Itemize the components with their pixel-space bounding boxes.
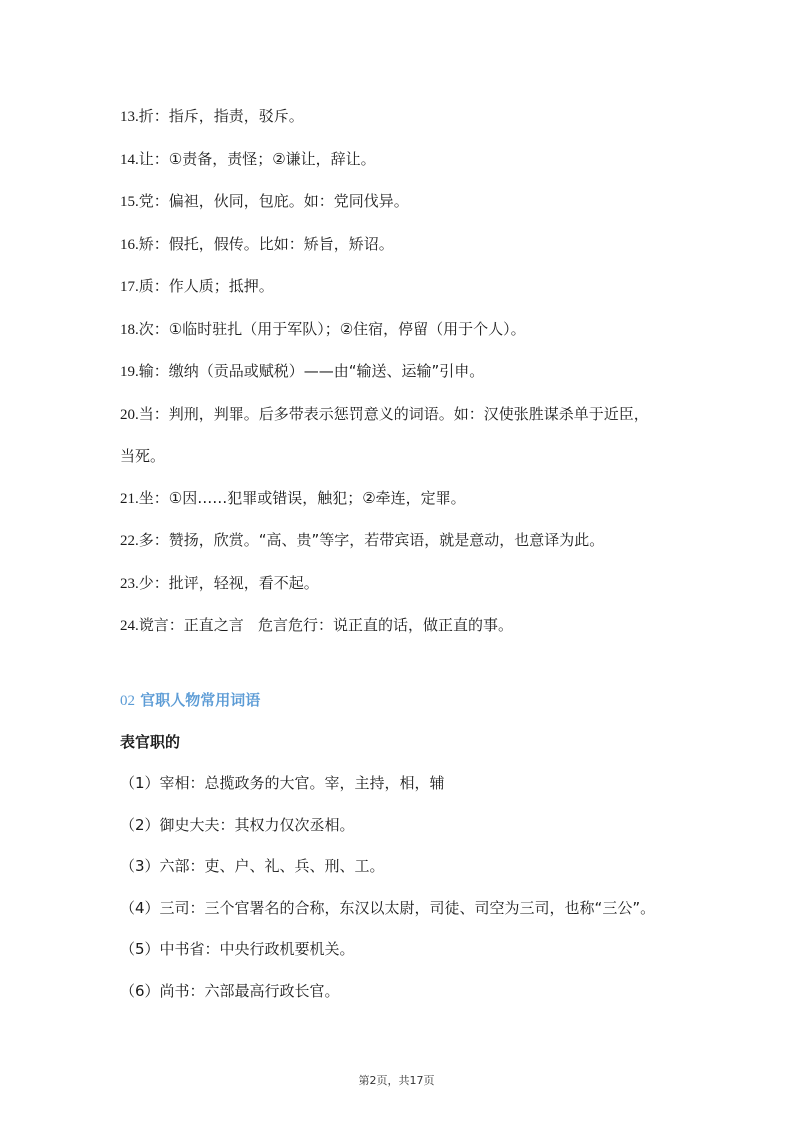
glossary-entry: 14.让：①责备，责怪；②谦让，辞让。 [120,149,376,168]
section-number: 02 [120,693,135,709]
list-item: （3）六部：吏、户、礼、兵、刑、工。 [120,857,385,875]
section-heading [120,688,260,713]
glossary-entry: 22.多：赞扬，欣赏。“高、贵”等字，若带宾语，就是意动，也意译为此。 [120,531,605,549]
list-item: （2）御史大夫：其权力仅次丞相。 [120,815,355,834]
list-item: （5）中书省：中央行政机要机关。 [120,940,355,958]
list-item: （6）尚书：六部最高行政长官。 [120,981,340,1000]
glossary-entry: 23.少：批评，轻视，看不起。 [120,573,319,592]
glossary-entry: 24.谠言：正直之言 危言危行：说正直的话，做正直的事。 [120,616,514,634]
page-footer: 第2页，共17页 [358,1074,435,1087]
glossary-entry: 19.输：缴纳（贡品或赋税）——由“输送、运输”引申。 [120,362,485,380]
section-title: 官职人物常用词语 [140,691,261,709]
glossary-entry: 15.党：偏袒，伙同，包庇。如：党同伐异。 [120,192,409,210]
glossary-entry: 13.折：指斥，指责，驳斥。 [120,107,304,125]
sub-heading: 表官职的 [120,733,181,751]
list-item: （4）三司：三个官署名的合称，东汉以太尉，司徒、司空为三司，也称“三公”。 [120,898,656,917]
office-title-list [120,771,720,1020]
glossary-entry-continuation: 当死。 [120,447,166,465]
glossary-entry: 21.坐：①因……犯罪或错误，触犯；②牵连，定罪。 [120,488,466,507]
list-item: （1）宰相：总揽政务的大官。宰，主持，相，辅 [120,774,445,792]
glossary-entry: 16.矫：假托，假传。比如：矫旨，矫诏。 [120,234,394,253]
glossary-entry: 18.次：①临时驻扎（用于军队）；②住宿，停留（用于个人）。 [120,319,526,338]
glossary-entries [120,104,690,656]
glossary-entry: 20.当：判刑，判罪。后多带表示惩罚意义的词语。如：汉使张胜谋杀单于近臣， 当死。 [120,402,690,469]
glossary-entry: 17.质：作人质；抵押。 [120,277,274,295]
